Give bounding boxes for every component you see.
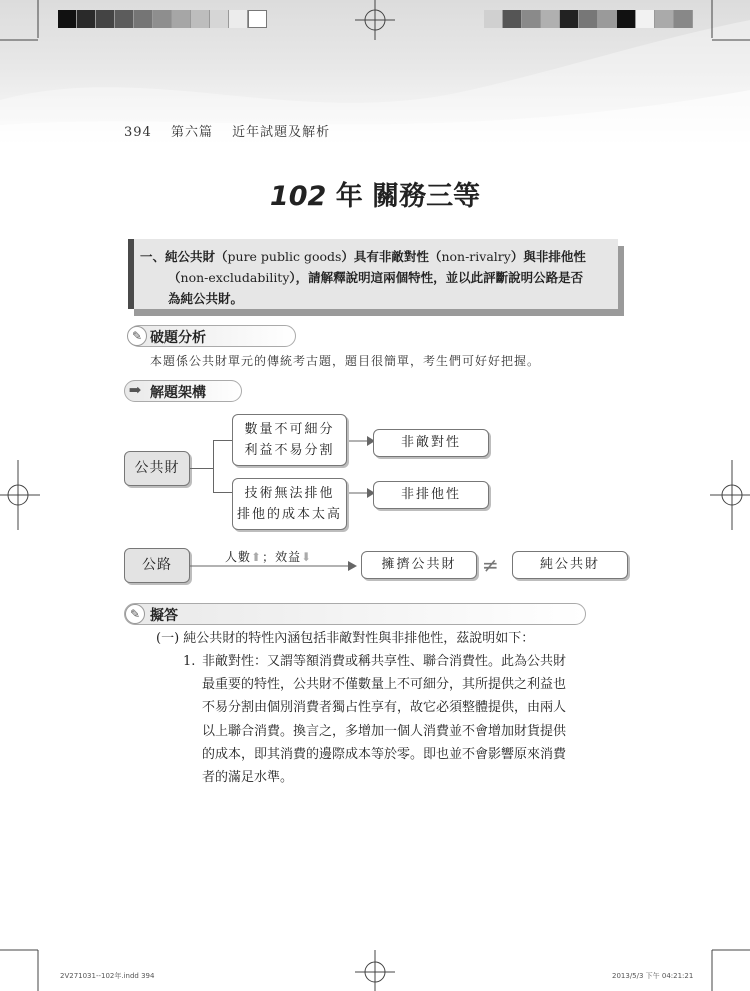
page-title [0,174,750,213]
page-number: 394 [124,125,152,140]
connector [190,468,214,469]
analysis-label: 破題分析 [150,330,206,346]
congested-public-good-box: 擁擠公共財 [361,551,477,579]
connector [213,492,232,493]
answer-item-number: 1. [183,654,196,669]
answer-item-body: 非敵對性：又謂等額消費或稱共享性、聯合消費性。此為公共財 最重要的特性，公共財不僅數量上不可細分，其所提供之利益也 不易分割由個別消費者獨占性享有，故它必須整體提供，由兩人 以上聯合消費。換言之，多增加一個人消費並不會增加財貨提供 的成本，即其消費的邊際成本等於零。即也並不會影響原來消費 者的滿足水準。 [202,654,567,786]
pencil-icon: ✎ [127,326,147,346]
question-text: 一、純公共財（pure public goods）具有非敵對性（non-rivalry）與非排他性 （non-excludability），請解釋說明這兩個特性，並以此評斷說明公路是否 為純公共財。 [140,249,586,306]
footer-timestamp: 2013/5/3 下午 04:21:21 [612,972,694,980]
part-label: 第六篇 [170,125,213,140]
road-arrow [190,558,360,574]
section-label: 近年試題及解析 [232,125,331,140]
non-rivalry-box: 非敵對性 [373,429,489,457]
analysis-text: 本題係公共財單元的傳統考古題，題目很簡單，考生們可好好把握。 [150,354,541,368]
answer-section-header [124,603,586,625]
up-arrow-icon: ⬆ [251,550,263,564]
indivisible-box: 數量不可細分 利益不易分割 [232,414,347,466]
road-box: 公路 [124,548,190,583]
answer-label: 擬答 [150,608,178,624]
answer-intro: (一) 純公共財的特性內涵包括非敵對性與非排他性，茲說明如下： [156,631,535,646]
footer-file-info: 2V271031--102年.indd 394 [60,972,155,980]
connector [213,440,232,441]
arrow-right-icon: ➡ [128,381,142,399]
connector [213,440,214,492]
pencil-icon: ✎ [125,604,145,624]
public-good-box: 公共財 [124,451,190,486]
title-text: 年 關務三等 [335,181,481,212]
structure-label: 解題架構 [150,385,206,401]
non-exclusion-box: 技術無法排他 排他的成本太高 [232,478,347,530]
running-head [124,121,330,140]
arrow-label: 人數⬆；效益⬇ [225,550,313,564]
not-equal-sign: ≠ [482,553,499,577]
title-year: 102 [269,181,327,212]
non-excludability-box: 非排他性 [373,481,489,509]
down-arrow-icon: ⬇ [301,550,313,564]
pure-public-good-box: 純公共財 [512,551,628,579]
